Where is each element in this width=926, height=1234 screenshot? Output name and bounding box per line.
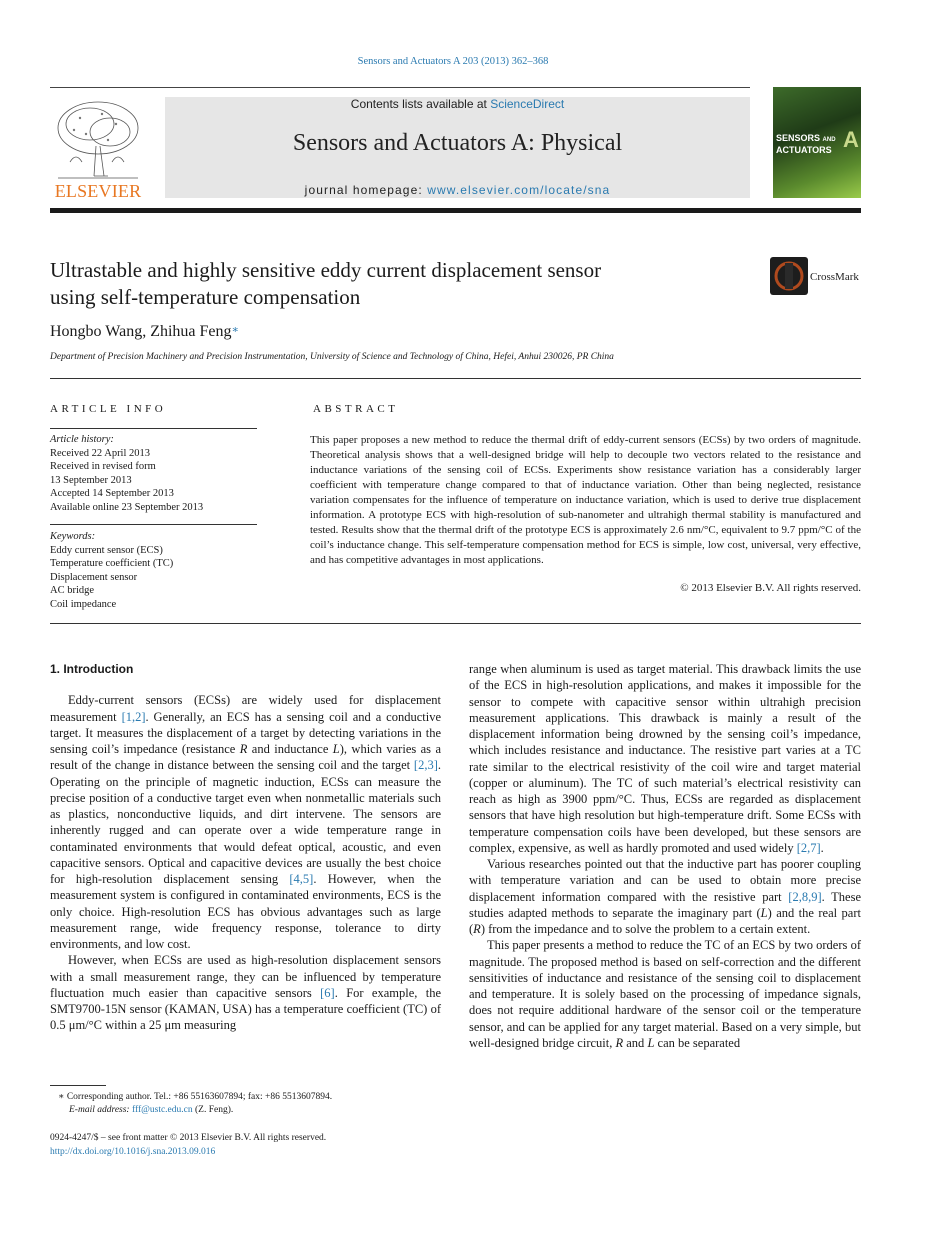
elsevier-wordmark: ELSEVIER xyxy=(54,181,142,201)
header-thick-rule xyxy=(50,208,861,213)
cover-title xyxy=(776,133,836,155)
body-right-column xyxy=(469,661,861,1051)
crossmark-label[interactable]: CrossMark xyxy=(810,271,859,283)
cover-letter: A xyxy=(843,127,859,152)
keyword-item: Temperature coefficient (TC) xyxy=(50,558,174,569)
keyword-item: AC bridge xyxy=(50,585,95,596)
history-item: Received 22 April 2013 xyxy=(50,447,151,459)
footnote-rule xyxy=(50,1085,106,1086)
keyword-item: Displacement sensor xyxy=(50,571,138,583)
abstract-heading: ABSTRACT xyxy=(313,403,399,415)
corresponding-author-marker[interactable]: ∗ xyxy=(231,324,239,336)
cover-title-line2: ACTUATORS xyxy=(776,145,832,155)
keyword-item: Coil impedance xyxy=(50,598,117,610)
journal-reference[interactable]: Sensors and Actuators A 203 (2013) 362–368 xyxy=(357,56,549,67)
journal-cover-image xyxy=(773,87,861,198)
sciencedirect-link[interactable]: ScienceDirect xyxy=(490,97,565,111)
homepage-prefix: journal homepage: xyxy=(304,183,428,197)
keywords-label: Keywords: xyxy=(50,531,96,542)
body-paragraph: Various researches pointed out that the inductive part has poorer coupling with temperature variation and can be used to obtain more precise displacement information compared with the resistive part [2,8,9]. These studies adapted methods to separate the imaginary part (L) and the real part (R) from the impedance and to solve the problem to a certain extent. xyxy=(469,857,862,936)
footnote-corresponding-author: ∗ Corresponding author. Tel.: +86 55163607894; fax: +86 5513607894. xyxy=(58,1092,333,1102)
article-title xyxy=(50,257,750,311)
history-item: Received in revised form xyxy=(50,461,156,472)
email-link[interactable]: fff@ustc.edu.cn xyxy=(131,1105,193,1115)
abstract-copyright: © 2013 Elsevier B.V. All rights reserved. xyxy=(680,582,861,594)
rule-below-affiliation xyxy=(50,378,861,379)
abstract-text: This paper proposes a new method to reduce the thermal drift of eddy-current sensors (ECSs) by two orders of magnitude. Theoretical analysis shows that a well-designed bridge will help to decouple two vectors related to the resistance and inductance variations of the sensing coil of ECSs. Experiments show resistance variation has a considerably larger coefficient with temperature change compared to that of inductance variation. Other than being neglected, resistance variation compensates for the influence of temperature on inductance variation, which is used to derive true displacement information. A prototype ECS with high-resolution of sub-nanometer and ultrahigh thermal stability is manufactured and tested. Results show that the thermal drift of the prototype ECS is approximately 2.6 nm/°C, equivalent to 9.7 ppm/°C of the coil’s inductance change. This self-temperature compensation method for ECS is simple, low cost, universal, very effective, and has competitive advantages in most applications. xyxy=(310,434,861,566)
section-heading-introduction: 1. Introduction xyxy=(50,662,134,676)
citation-link[interactable]: [2,8,9] xyxy=(788,889,822,904)
citation-link[interactable]: [2,7] xyxy=(796,840,821,855)
crossmark-icon[interactable] xyxy=(770,257,808,295)
contents-line xyxy=(165,97,750,111)
authors xyxy=(50,323,239,341)
article-info-rule-mid xyxy=(50,524,257,525)
issn-line: 0924-4247/$ – see front matter © 2013 Elsevier B.V. All rights reserved. xyxy=(50,1133,327,1143)
body-paragraph: This paper presents a method to reduce the TC of an ECS by two orders of magnitude. The proposed method is based on self-correction and the different sensitivities of inductance and resistance of the sensing coil to displacement and temperature. It is solely based on the processing of impedance signals, does not require additional hardware of the sensor coil or the temperature sensor, and can be applied for any target material. Based on a very simple, but well-designed bridge circuit, R and L can be separated xyxy=(469,938,861,1050)
body-paragraph: Eddy-current sensors (ECSs) are widely used for displacement measurement [1,2]. Generally, an ECS has a sensing coil and a conductive target. It measures the displacement of a target by detecting variations in the sensing coil’s impedance (resistance R and inductance L), which varies as a result of the change in distance between the sensing coil and the target [2,3]. Operating on the principle of magnetic induction, ECSs can measure the precise position of a conductive target even when nonmetallic materials such as plastics, nonconductive liquids, and dirt intervene. The sensors are inherently rugged and can operate over a wide temperature range in contaminated environments that would defeat optical, acoustic, and even capacitive sensors. Optical and capacitive devices are usually the best choice for high-resolution displacement sensing [4,5]. However, when the measurement system is configured in contaminated environments, ECS is the only choice. High-resolution ECS has obvious advantages such as large measurement range, wide frequency response, tolerance to dirty environments, and low cost. xyxy=(50,693,441,951)
journal-homepage-line xyxy=(165,183,750,197)
citation-link[interactable]: [1,2] xyxy=(121,709,146,724)
history-item: Accepted 14 September 2013 xyxy=(50,488,174,499)
journal-header-box xyxy=(165,97,750,198)
keywords xyxy=(50,530,173,611)
contents-prefix: Contents lists available at xyxy=(350,97,491,111)
citation-link[interactable]: [4,5] xyxy=(289,872,314,886)
journal-name: Sensors and Actuators A: Physical xyxy=(292,130,623,156)
top-rule xyxy=(50,87,750,88)
history-item: 13 September 2013 xyxy=(50,474,132,486)
doi-link[interactable]: http://dx.doi.org/10.1016/j.sna.2013.09.016 xyxy=(50,1147,216,1157)
article-info-heading: ARTICLE INFO xyxy=(50,403,167,415)
rule-below-abstract xyxy=(50,623,861,624)
footnote-email: E-mail address: fff@ustc.edu.cn (Z. Feng). xyxy=(69,1105,234,1115)
body-paragraph: range when aluminum is used as target material. This drawback limits the use of the ECS in high-resolution applications, and makes it impossible for the sensor to compete with capacitive sensor within ultrahigh precision measurement applications. This drawback is mainly a result of the displacement information being drowned by the sensing coil’s impedance, which includes resistance and inductance. The resistive part varies at a TC rate similar to the electrical resistivity of the coil wire and target material (copper or aluminum). The TC of such material’s electrical resistivity can reach as high as 3900 ppm/°C. Thus, ECSs are regarded as displacement sensors that have high resolution but high-temperature drift. Some ECSs with temperature compensation coils have been developed, but these sensors are complex, expensive, as well as hardly promoted and used widely [2,7]. xyxy=(469,662,861,855)
article-history xyxy=(50,433,203,514)
title-line-1: Ultrastable and highly sensitive eddy current displacement sensor xyxy=(50,258,602,282)
affiliation: Department of Precision Machinery and Precision Instrumentation, University of Science and Technology of China, Hefei, Anhui 230026, PR China xyxy=(50,352,614,362)
article-info-rule-top xyxy=(50,428,257,429)
homepage-link[interactable]: www.elsevier.com/locate/sna xyxy=(427,183,611,197)
title-line-2: using self-temperature compensation xyxy=(50,285,361,309)
footnote xyxy=(58,1091,332,1117)
history-item: Available online 23 September 2013 xyxy=(50,501,204,513)
citation-link[interactable]: [6] xyxy=(320,985,335,1000)
cover-title-and: AND xyxy=(822,137,836,143)
keyword-item: Eddy current sensor (ECS) xyxy=(50,544,163,556)
author-names: Hongbo Wang, Zhihua Feng xyxy=(50,323,232,340)
body-paragraph: However, when ECSs are used as high-resolution displacement sensors with a small measurement range, they can be influenced by temperature fluctuation much easier than capacitive sensors [6]. For example, the SMT9700-15N sensor (KAMAN, USA) has a temperature coefficient (TC) of 0.5 μm/°C within a 25 μm measuring xyxy=(50,953,441,1033)
cover-title-line1: SENSORS xyxy=(776,133,821,143)
citation-link[interactable]: [2,3] xyxy=(413,758,438,773)
history-label: Article history: xyxy=(50,434,114,445)
body-left-column xyxy=(50,661,441,1034)
